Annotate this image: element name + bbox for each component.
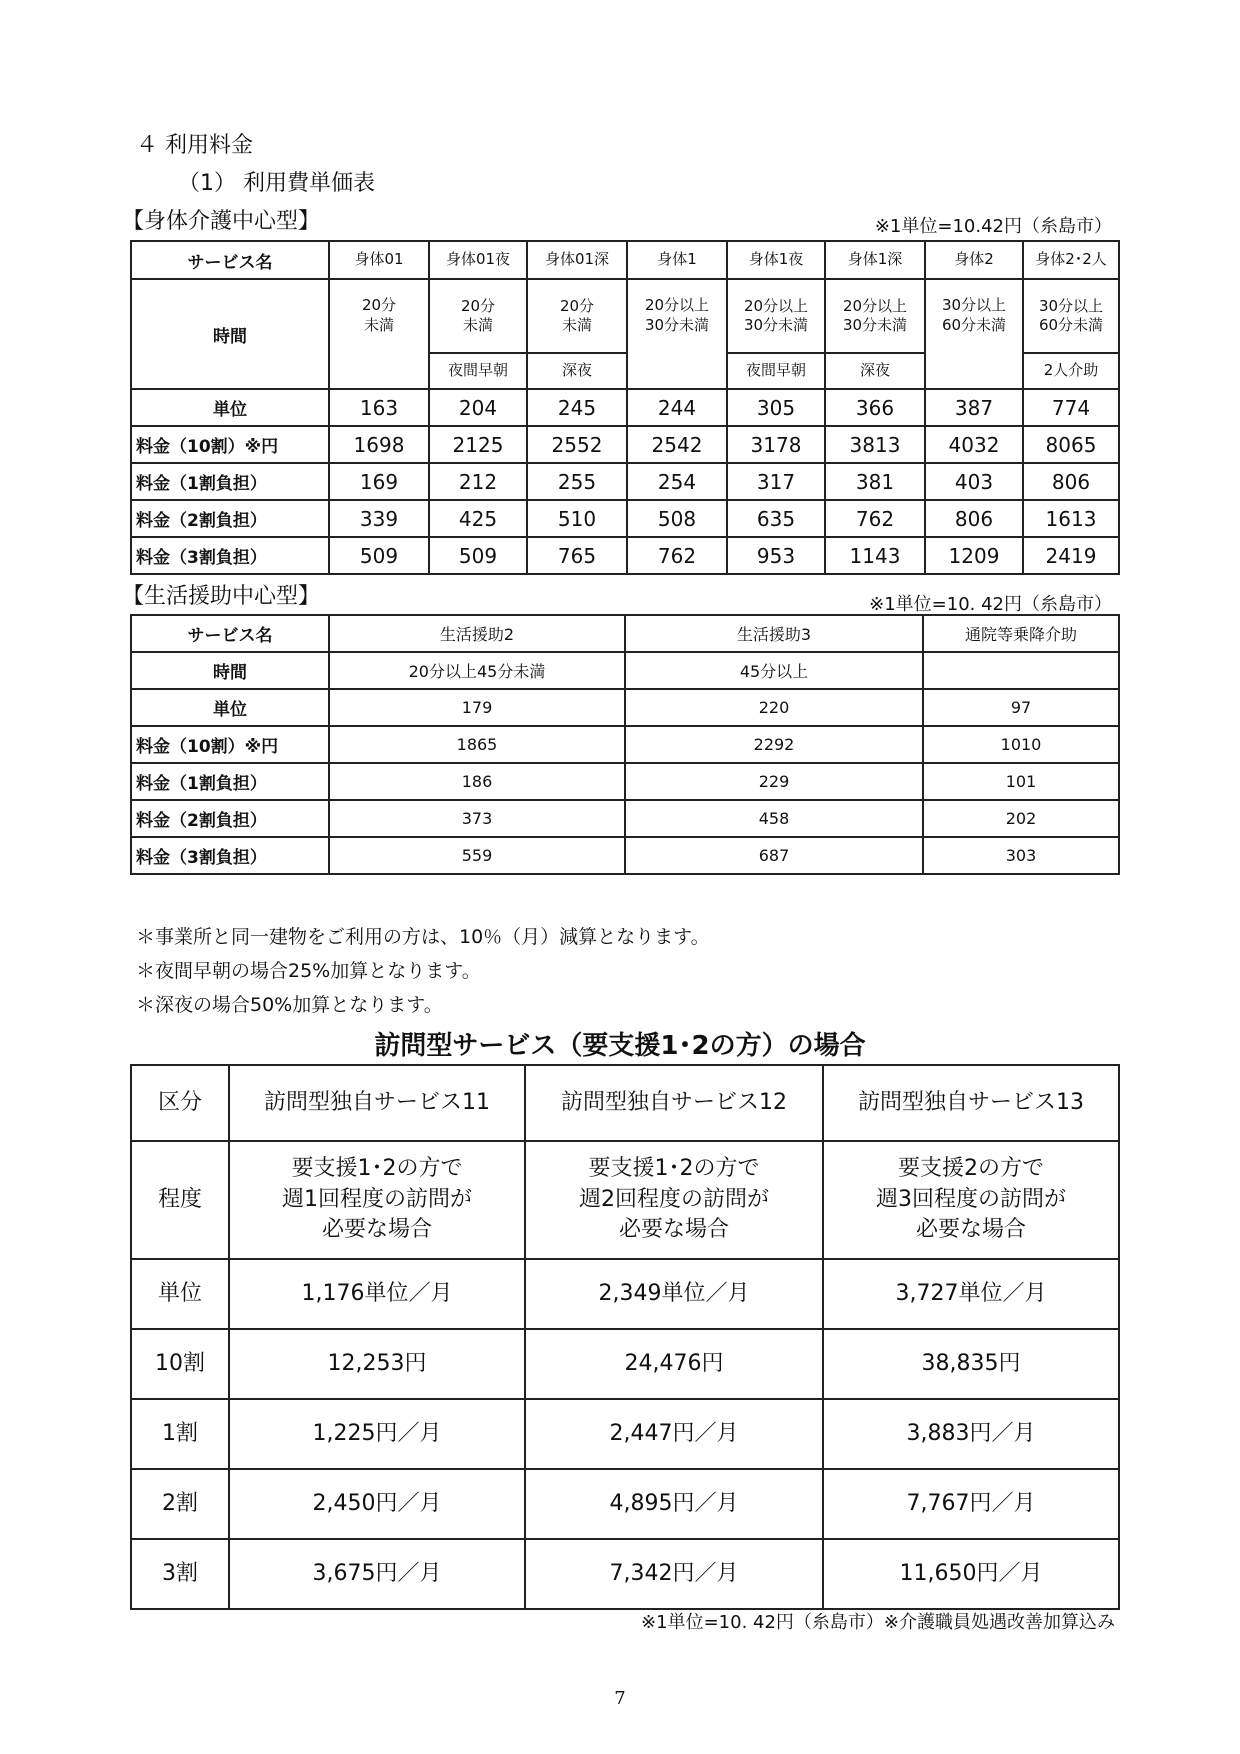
value-cell: 1698 — [329, 426, 429, 463]
value-cell: 762 — [627, 537, 727, 574]
extra-cell: 深夜 — [527, 353, 627, 389]
value-cell: 806 — [1023, 463, 1119, 500]
service-col: 身体1夜 — [727, 241, 825, 279]
value-cell: 4,895円／月 — [525, 1469, 823, 1539]
section-subheading: （1） 利用費単価表 — [178, 171, 375, 196]
value-cell: 387 — [925, 389, 1023, 426]
life-support-unit-note: ※1単位=10. 42円（糸島市） — [869, 594, 1112, 615]
value-cell: 1,225円／月 — [229, 1399, 525, 1469]
value-cell: 186 — [329, 763, 625, 800]
service-col: 訪問型独自サービス12 — [525, 1065, 823, 1141]
value-cell: 2,349単位／月 — [525, 1259, 823, 1329]
value-cell: 381 — [825, 463, 925, 500]
extra-cell: 夜間早朝 — [429, 353, 527, 389]
body-care-table — [130, 240, 1120, 575]
value-cell: 303 — [923, 837, 1119, 874]
service-name-header: サービス名 — [131, 615, 329, 652]
value-cell: 244 — [627, 389, 727, 426]
value-cell: 510 — [527, 500, 627, 537]
time-cell: 20分以上45分未満 — [329, 652, 625, 689]
time-cell — [923, 652, 1119, 689]
row-label: 料金（3割負担） — [131, 537, 329, 574]
row-label: 2割 — [131, 1469, 229, 1539]
visit-type-note: ※1単位=10. 42円（糸島市）※介護職員処遇改善加算込み — [641, 1612, 1115, 1633]
service-col: 身体1深 — [825, 241, 925, 279]
value-cell: 373 — [329, 800, 625, 837]
row-label: 単位 — [131, 689, 329, 726]
row-label: 単位 — [131, 1259, 229, 1329]
value-cell: 509 — [329, 537, 429, 574]
value-cell: 179 — [329, 689, 625, 726]
value-cell: 3178 — [727, 426, 825, 463]
row-label: 料金（2割負担） — [131, 800, 329, 837]
body-care-unit-note: ※1単位=10.42円（糸島市） — [874, 216, 1112, 237]
service-col: 身体01夜 — [429, 241, 527, 279]
value-cell: 7,342円／月 — [525, 1539, 823, 1609]
value-cell: 3813 — [825, 426, 925, 463]
row-label: 10割 — [131, 1329, 229, 1399]
row-label: 料金（3割負担） — [131, 837, 329, 874]
service-col: 生活援助3 — [625, 615, 923, 652]
service-col: 身体2･2人 — [1023, 241, 1119, 279]
value-cell: 212 — [429, 463, 527, 500]
value-cell: 317 — [727, 463, 825, 500]
time-cell: 20分以上 30分未満 — [727, 279, 825, 353]
life-support-title: 【生活援助中心型】 — [122, 584, 321, 609]
time-cell: 30分以上 60分未満 — [925, 279, 1023, 389]
row-label: 料金（2割負担） — [131, 500, 329, 537]
row-label: 3割 — [131, 1539, 229, 1609]
time-header: 時間 — [131, 652, 329, 689]
value-cell: 101 — [923, 763, 1119, 800]
value-cell: 2542 — [627, 426, 727, 463]
service-col: 身体1 — [627, 241, 727, 279]
value-cell: 4032 — [925, 426, 1023, 463]
value-cell: 559 — [329, 837, 625, 874]
service-col: 生活援助2 — [329, 615, 625, 652]
value-cell: 339 — [329, 500, 429, 537]
value-cell: 220 — [625, 689, 923, 726]
value-cell: 8065 — [1023, 426, 1119, 463]
value-cell: 762 — [825, 500, 925, 537]
time-cell: 20分 未満 — [527, 279, 627, 353]
visit-type-table — [130, 1064, 1120, 1610]
time-cell: 20分 未満 — [329, 279, 429, 389]
category-header: 区分 — [131, 1065, 229, 1141]
row-label: 1割 — [131, 1399, 229, 1469]
visit-type-title: 訪問型サービス（要支援1･2の方）の場合 — [374, 1031, 866, 1061]
value-cell: 255 — [527, 463, 627, 500]
value-cell: 2292 — [625, 726, 923, 763]
time-header: 時間 — [131, 279, 329, 389]
value-cell: 11,650円／月 — [823, 1539, 1119, 1609]
value-cell: 7,767円／月 — [823, 1469, 1119, 1539]
value-cell: 38,835円 — [823, 1329, 1119, 1399]
value-cell: 202 — [923, 800, 1119, 837]
value-cell: 2125 — [429, 426, 527, 463]
extra-cell: 深夜 — [825, 353, 925, 389]
value-cell: 2552 — [527, 426, 627, 463]
value-cell: 305 — [727, 389, 825, 426]
value-cell: 687 — [625, 837, 923, 874]
value-cell: 163 — [329, 389, 429, 426]
extra-cell: 夜間早朝 — [727, 353, 825, 389]
service-col: 身体2 — [925, 241, 1023, 279]
service-col: 身体01 — [329, 241, 429, 279]
extra-cell: 2人介助 — [1023, 353, 1119, 389]
row-label: 料金（10割）※円 — [131, 726, 329, 763]
row-label: 単位 — [131, 389, 329, 426]
value-cell: 3,675円／月 — [229, 1539, 525, 1609]
time-cell: 45分以上 — [625, 652, 923, 689]
degree-cell: 要支援1･2の方で 週2回程度の訪問が 必要な場合 — [525, 1141, 823, 1259]
service-name-header: サービス名 — [131, 241, 329, 279]
note-line: ＊深夜の場合50%加算となります。 — [136, 994, 443, 1016]
value-cell: 508 — [627, 500, 727, 537]
value-cell: 2419 — [1023, 537, 1119, 574]
section-heading: ４ 利用料金 — [136, 133, 253, 158]
note-line: ＊夜間早朝の場合25%加算となります。 — [136, 960, 481, 982]
value-cell: 403 — [925, 463, 1023, 500]
degree-header: 程度 — [131, 1141, 229, 1259]
value-cell: 806 — [925, 500, 1023, 537]
time-cell: 30分以上 60分未満 — [1023, 279, 1119, 353]
value-cell: 953 — [727, 537, 825, 574]
degree-cell: 要支援2の方で 週3回程度の訪問が 必要な場合 — [823, 1141, 1119, 1259]
value-cell: 204 — [429, 389, 527, 426]
service-col: 訪問型独自サービス11 — [229, 1065, 525, 1141]
value-cell: 425 — [429, 500, 527, 537]
value-cell: 509 — [429, 537, 527, 574]
value-cell: 458 — [625, 800, 923, 837]
value-cell: 3,727単位／月 — [823, 1259, 1119, 1329]
value-cell: 1010 — [923, 726, 1119, 763]
value-cell: 635 — [727, 500, 825, 537]
degree-cell: 要支援1･2の方で 週1回程度の訪問が 必要な場合 — [229, 1141, 525, 1259]
time-cell: 20分以上 30分未満 — [825, 279, 925, 353]
value-cell: 229 — [625, 763, 923, 800]
body-care-title: 【身体介護中心型】 — [122, 209, 321, 234]
value-cell: 254 — [627, 463, 727, 500]
life-support-table — [130, 614, 1120, 875]
row-label: 料金（10割）※円 — [131, 426, 329, 463]
row-label: 料金（1割負担） — [131, 463, 329, 500]
value-cell: 1209 — [925, 537, 1023, 574]
value-cell: 169 — [329, 463, 429, 500]
page-number: 7 — [614, 1688, 626, 1709]
value-cell: 1143 — [825, 537, 925, 574]
value-cell: 12,253円 — [229, 1329, 525, 1399]
value-cell: 2,447円／月 — [525, 1399, 823, 1469]
time-cell: 20分 未満 — [429, 279, 527, 353]
value-cell: 1613 — [1023, 500, 1119, 537]
value-cell: 2,450円／月 — [229, 1469, 525, 1539]
value-cell: 1,176単位／月 — [229, 1259, 525, 1329]
value-cell: 3,883円／月 — [823, 1399, 1119, 1469]
value-cell: 366 — [825, 389, 925, 426]
value-cell: 765 — [527, 537, 627, 574]
value-cell: 24,476円 — [525, 1329, 823, 1399]
value-cell: 774 — [1023, 389, 1119, 426]
service-col: 通院等乗降介助 — [923, 615, 1119, 652]
service-col: 訪問型独自サービス13 — [823, 1065, 1119, 1141]
value-cell: 1865 — [329, 726, 625, 763]
value-cell: 97 — [923, 689, 1119, 726]
note-line: ＊事業所と同一建物をご利用の方は、10％（月）減算となります。 — [136, 926, 710, 948]
value-cell: 245 — [527, 389, 627, 426]
row-label: 料金（1割負担） — [131, 763, 329, 800]
service-col: 身体01深 — [527, 241, 627, 279]
time-cell: 20分以上 30分未満 — [627, 279, 727, 389]
